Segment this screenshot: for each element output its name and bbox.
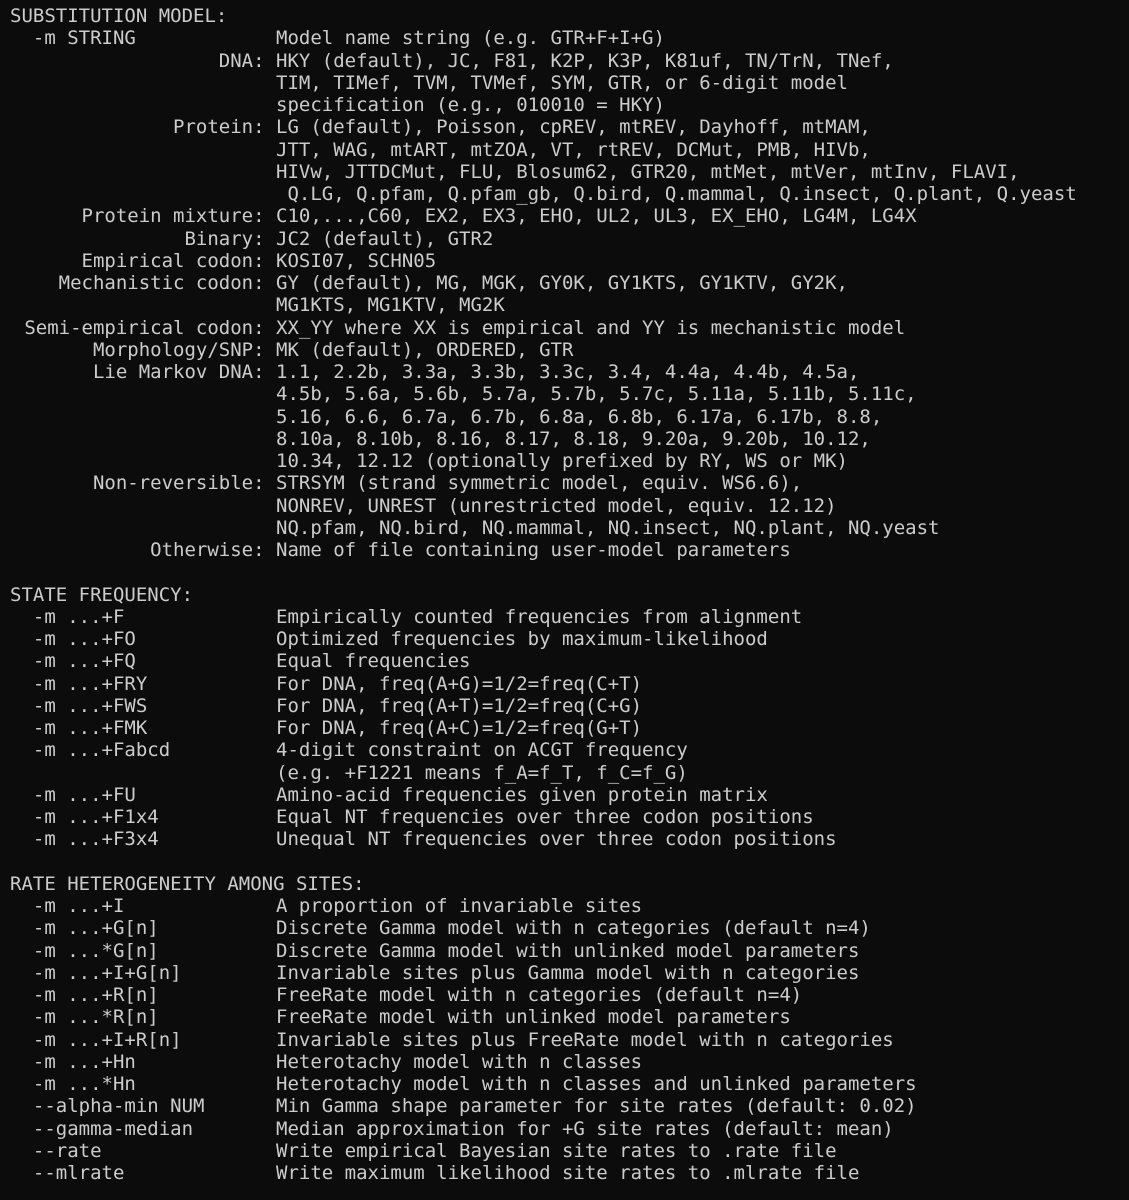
option-row [10,339,1129,361]
section-heading: RATE HETEROGENEITY AMONG SITES: [10,872,365,895]
description-line: TIM, TIMef, TVM, TVMef, SYM, GTR, or 6-digit model [276,71,848,94]
description-line: Median approximation for +G site rates (default: mean) [276,1117,894,1140]
option-description [276,628,768,650]
description-line: Equal frequencies [276,650,471,673]
option-name: -m ...*R[n] [10,1006,159,1029]
option-description [276,962,859,984]
option-row [10,650,1129,672]
option-row [10,1140,1129,1162]
description-line: 1.1, 2.2b, 3.3a, 3.3b, 3.3c, 3.4, 4.4a, 4.4b, 4.5a, [276,361,860,383]
rate-heterogeneity-section [10,873,1129,1185]
option-row [10,917,1129,939]
option-name: -m ...+FRY [10,672,148,695]
option-row [10,628,1129,650]
description-line: 4.5b, 5.6a, 5.6b, 5.7a, 5.7b, 5.7c, 5.11a, 5.11b, 5.11c, [276,383,917,406]
option-row [10,1006,1129,1028]
description-line: (e.g. +F1221 means f_A=f_T, f_C=f_G) [276,761,688,784]
description-line: specification (e.g., 010010 = HKY) [276,94,665,116]
option-row [10,272,1129,317]
option-name: Empirical codon: [81,249,276,272]
option-description [276,739,688,784]
option-description [276,895,642,917]
option-description [276,673,642,695]
option-row [10,1073,1129,1095]
option-row [10,673,1129,695]
option-description [276,317,905,339]
description-line: Equal NT frequencies over three codon positions [276,806,814,828]
description-line: MG1KTS, MG1KTV, MG2K [276,294,505,317]
option-name: --alpha-min NUM [10,1095,205,1118]
option-description [276,472,939,539]
description-line: NQ.pfam, NQ.bird, NQ.mammal, NQ.insect, NQ.plant, NQ.yeast [276,516,940,539]
option-row [10,962,1129,984]
option-row [10,695,1129,717]
option-description [276,250,436,272]
option-name: Binary: [184,227,276,250]
description-line: XX_YY where XX is empirical and YY is mechanistic model [276,316,906,339]
option-name: Protein: [173,116,276,139]
option-name: -m ...+FMK [10,717,148,739]
option-description [276,806,814,828]
description-line: GY (default), MG, MGK, GY0K, GY1KTS, GY1KTV, GY2K, [276,272,848,294]
description-line: STRSYM (strand symmetric model, equiv. WS6.6), [276,472,803,495]
option-description [276,606,802,628]
option-row [10,806,1129,828]
option-description [276,539,791,561]
option-row [10,984,1129,1006]
option-row [10,361,1129,472]
option-name: -m STRING [10,27,136,50]
option-description [276,917,871,939]
option-row [10,784,1129,806]
description-line: Discrete Gamma model with n categories (default n=4) [276,917,871,940]
option-name: -m ...+FO [10,628,136,650]
option-row [10,1095,1129,1117]
option-row [10,228,1129,250]
description-line: Amino-acid frequencies given protein matrix [276,783,768,806]
option-description [276,695,642,717]
option-name: -m ...+FWS [10,694,148,717]
description-line: Invariable sites plus Gamma model with n categories [276,961,860,984]
option-name: -m ...+I+G[n] [10,961,182,984]
description-line: HKY (default), JC, F81, K2P, K3P, K81uf, TN/TrN, TNef, [276,49,894,72]
description-line: Q.LG, Q.pfam, Q.pfam_gb, Q.bird, Q.mammal, Q.insect, Q.plant, Q.yeast [276,183,1077,205]
description-line: FreeRate model with n categories (default n=4) [276,984,803,1006]
description-line: Write maximum likelihood site rates to .mlrate file [276,1162,860,1184]
option-name: --gamma-median [10,1117,194,1140]
option-row [10,539,1129,561]
description-line: KOSI07, SCHN05 [276,249,437,272]
option-description [276,339,573,361]
description-line: Model name string (e.g. GTR+F+I+G) [276,27,665,50]
blank-line [10,561,1129,583]
option-description [276,828,837,850]
option-description [276,784,768,806]
option-description [276,205,917,227]
description-line: Name of file containing user-model parameters [276,539,791,561]
option-description [276,228,493,250]
description-line: For DNA, freq(A+G)=1/2=freq(C+T) [276,672,643,695]
option-row [10,606,1129,628]
state-frequency-section [10,584,1129,851]
option-description [276,984,802,1006]
option-row [10,828,1129,850]
option-name: Lie Markov DNA: [92,361,276,383]
description-line: LG (default), Poisson, cpREV, mtREV, Dayhoff, mtMAM, [276,116,871,139]
option-description [276,272,848,317]
option-name: -m ...+F1x4 [10,806,159,828]
option-description [276,1006,791,1028]
option-description [276,940,859,962]
option-description [276,650,470,672]
option-row [10,940,1129,962]
option-description [276,1162,859,1184]
option-row [10,50,1129,117]
option-row [10,1162,1129,1184]
description-line: 8.10a, 8.10b, 8.16, 8.17, 8.18, 9.20a, 9.20b, 10.12, [276,427,871,450]
option-row [10,205,1129,227]
option-row [10,317,1129,339]
description-line: For DNA, freq(A+C)=1/2=freq(G+T) [276,717,643,739]
option-description [276,1051,642,1073]
option-name: -m ...+F [10,605,125,628]
option-name: --rate [10,1139,102,1162]
option-name: -m ...+R[n] [10,984,159,1006]
option-name: -m ...*Hn [10,1073,136,1095]
option-description [276,1095,917,1117]
description-line: MK (default), ORDERED, GTR [276,338,574,361]
option-row [10,27,1129,49]
option-name: -m ...*G[n] [10,939,159,962]
description-line: For DNA, freq(A+T)=1/2=freq(C+G) [276,694,643,717]
option-name: -m ...+F3x4 [10,828,159,851]
description-line: C10,...,C60, EX2, EX3, EHO, UL2, UL3, EX_EHO, LG4M, LG4X [276,205,917,228]
option-row [10,717,1129,739]
description-line: Heterotachy model with n classes and unlinked parameters [276,1073,917,1095]
option-name: Non-reversible: [92,472,276,495]
option-description [276,1118,894,1140]
option-name: Otherwise: [150,539,276,561]
blank-line [10,851,1129,873]
option-row [10,1118,1129,1140]
description-line: Empirically counted frequencies from alignment [276,605,803,628]
option-row [10,739,1129,784]
description-line: FreeRate model with unlinked model parameters [276,1006,791,1029]
section-heading: SUBSTITUTION MODEL: [10,5,228,27]
option-name: -m ...+Hn [10,1050,136,1073]
option-row [10,472,1129,539]
description-line: Discrete Gamma model with unlinked model parameters [276,939,860,962]
option-row [10,895,1129,917]
option-name: --mlrate [10,1162,125,1184]
option-description [276,50,894,117]
description-line: NONREV, UNREST (unrestricted model, equiv. 12.12) [276,494,837,517]
option-description [276,1140,837,1162]
description-line: Write empirical Bayesian site rates to .rate file [276,1139,837,1162]
section-heading: STATE FREQUENCY: [10,583,194,606]
option-name: -m ...+FU [10,783,136,806]
description-line: Unequal NT frequencies over three codon positions [276,828,837,851]
option-row [10,1051,1129,1073]
option-name: Protein mixture: [81,205,276,228]
description-line: 10.34, 12.12 (optionally prefixed by RY, WS or MK) [276,450,848,472]
option-name: Semi-empirical codon: [24,316,276,339]
option-row [10,116,1129,205]
description-line: A proportion of invariable sites [276,895,643,917]
option-description [276,717,642,739]
option-name: DNA: [218,49,276,72]
option-name: -m ...+FQ [10,650,136,673]
option-description [276,116,1077,205]
option-name: -m ...+Fabcd [10,739,171,762]
description-line: Min Gamma shape parameter for site rates (default: 0.02) [276,1095,917,1118]
option-description [276,27,665,49]
option-row [10,250,1129,272]
option-name: Morphology/SNP: [92,338,276,361]
description-line: Optimized frequencies by maximum-likelihood [276,628,768,650]
option-description [276,1029,894,1051]
option-name: -m ...+I+R[n] [10,1028,182,1051]
option-description [276,1073,917,1095]
option-row [10,1029,1129,1051]
option-name: -m ...+I [10,895,125,917]
description-line: Heterotachy model with n classes [276,1050,643,1073]
substitution-model-section [10,5,1129,561]
description-line: JC2 (default), GTR2 [276,227,494,250]
option-name: -m ...+G[n] [10,917,159,940]
description-line: JTT, WAG, mtART, mtZOA, VT, rtREV, DCMut, PMB, HIVb, [276,138,871,161]
option-name: Mechanistic codon: [58,272,276,294]
option-description [276,361,917,472]
description-line: 5.16, 6.6, 6.7a, 6.7b, 6.8a, 6.8b, 6.17a, 6.17b, 8.8, [276,405,883,428]
description-line: 4-digit constraint on ACGT frequency [276,739,688,762]
description-line: HIVw, JTTDCMut, FLU, Blosum62, GTR20, mtMet, mtVer, mtInv, FLAVI, [276,160,1020,183]
description-line: Invariable sites plus FreeRate model with n categories [276,1028,894,1051]
